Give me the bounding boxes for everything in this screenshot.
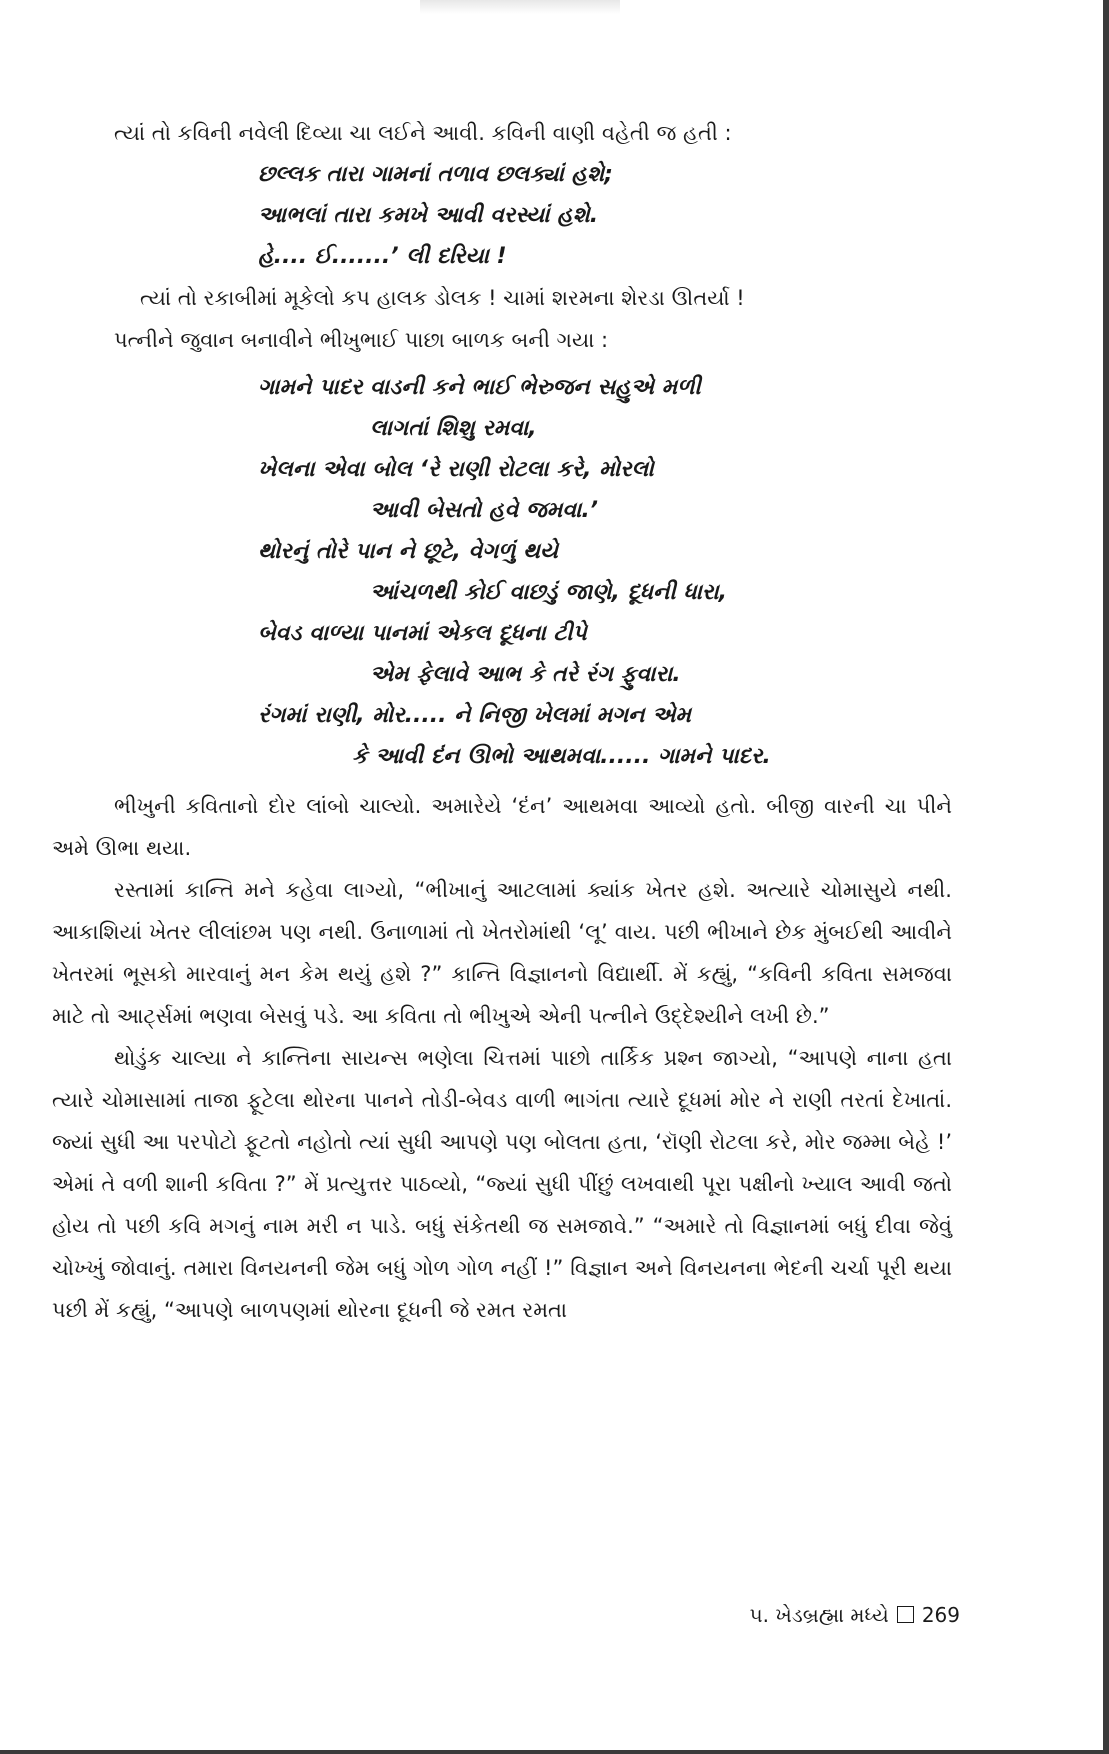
verse-line: આવી બેસતો હવે જમવા.’ (370, 498, 599, 523)
paragraph-dusk: ભીખુની કવિતાનો દોર લાંબો ચાલ્યો. અમારેયે ‘દંન’ આથમવા આવ્યો હતો. બીજી વારની ચા પીને અમે ઊભા થયા. (52, 794, 952, 860)
box-icon (897, 1606, 914, 1623)
verse-line: કે આવી દંન ઊભો આથમવા...... ગામને પાદર. (352, 744, 771, 769)
poem-stanza-1 (52, 154, 952, 277)
paragraph-child: પત્નીને જુવાન બનાવીને ભીખુભાઈ પાછા બાળક બની ગયા : (114, 328, 609, 352)
page-number: 269 (921, 1603, 960, 1627)
paragraph-blush: ત્યાં તો રકાબીમાં મૂકેલો કપ હાલક ડોલક ! ચામાં શરમના શેરડા ઊતર્યા ! (140, 286, 745, 310)
verse-line: આંચળથી કોઈ વાછડું જાણે, દૂધની ધારા, (370, 580, 728, 605)
verse-line: બેવડ વાળ્યા પાનમાં એકલ દૂધના ટીપે (258, 621, 587, 646)
verse-line: આભલાં તારા કમખે આવી વરસ્યાં હશે. (258, 203, 599, 228)
chapter-title: ૫. ખેડબ્રહ્મા મધ્યે (749, 1603, 889, 1627)
scan-smudge (420, 0, 620, 14)
scan-edge-right (1103, 0, 1109, 1754)
verse-line: એમ ફેલાવે આભ કે તરે રંગ ફુવારા. (370, 662, 681, 687)
verse-line: છલ્લક તારા ગામનાં તળાવ છલક્યાં હશે; (258, 162, 613, 187)
page-content (52, 112, 952, 1331)
verse-line: ગામને પાદર વાડની કને ભાઈ ભેરુજન સહુએ મળી (258, 375, 701, 400)
paragraph-intro: ત્યાં તો કવિની નવેલી દિવ્યા ચા લઈને આવી. કવિની વાણી વહેતી જ હતી : (114, 121, 732, 145)
verse-line: થોરનું તોરે પાન ને છૂટે, વેગળું થયે (258, 539, 558, 564)
paragraph-science: થોડુંક ચાલ્યા ને કાન્તિના સાયન્સ ભણેલા ચિત્તમાં પાછો તાર્કિક પ્રશ્ન જાગ્યો, “આપણે નાના હતા ત્યારે ચોમાસામાં તાજા ફૂટેલા થોરના પાનને તોડી-બેવડ વાળી ભાગંતા ત્યારે દૂધમાં મોર ને રાણી તરતાં દેખાતાં. જ્યાં સુધી આ પરપોટો ફૂટતો નહોતો ત્યાં સુધી આપણે પણ બોલતા હતા, ‘રૉણી રોટલા કરે, મોર જમ્મા બેહે !’ એમાં તે વળી શાની કવિતા ?” મેં પ્રત્યુત્તર પાઠવ્યો, “જ્યાં સુધી પીંછું લખવાથી પૂરા પક્ષીનો ખ્યાલ આવી જતો હોય તો પછી કવિ મગનું નામ મરી ન પાડે. બધું સંકેતથી જ સમજાવે.” “અમારે તો વિજ્ઞાનમાં બધું દીવા જેવું ચોખ્ખું જોવાનું. તમારા વિનયનની જેમ બધું ગોળ ગોળ નહીં !” વિજ્ઞાન અને વિનયનના ભેદની ચર્ચા પૂરી થયા પછી મેં કહ્યું, “આપણે બાળપણમાં થોરના દૂધની જે રમત રમતા (52, 1046, 952, 1322)
scan-edge-bottom (0, 1750, 1109, 1754)
verse-line: ખેલના એવા બોલ ‘રે રાણી રોટલા કરે, મોરલો (258, 457, 654, 482)
paragraph-road: રસ્તામાં કાન્તિ મને કહેવા લાગ્યો, “ભીખાનું આટલામાં ક્યાંક ખેતર હશે. અત્યારે ચોમાસુયે નથી. આકાશિયાં ખેતર લીલાંછમ પણ નથી. ઉનાળામાં તો ખેતરોમાંથી ‘લૂ’ વાય. પછી ભીખાને છેક મુંબઈથી આવીને ખેતરમાં ભૂસકો મારવાનું મન કેમ થયું હશે ?” કાન્તિ વિજ્ઞાનનો વિદ્યાર્થી. મેં કહ્યું, “કવિની કવિતા સમજવા માટે તો આર્ટ્સમાં ભણવા બેસવું પડે. આ કવિતા તો ભીખુએ એની પત્નીને ઉદ્દેશ્યીને લખી છે.” (52, 878, 952, 1028)
verse-line: હે.... ઈ.......’ લી દરિયા ! (258, 244, 507, 269)
page-footer (680, 1603, 960, 1627)
verse-line: લાગતાં શિશુ રમવા, (370, 416, 537, 441)
poem-stanza-2 (52, 367, 952, 777)
verse-line: રંગમાં રાણી, મોર..... ને નિજી ખેલમાં મગન એમ (258, 703, 691, 728)
